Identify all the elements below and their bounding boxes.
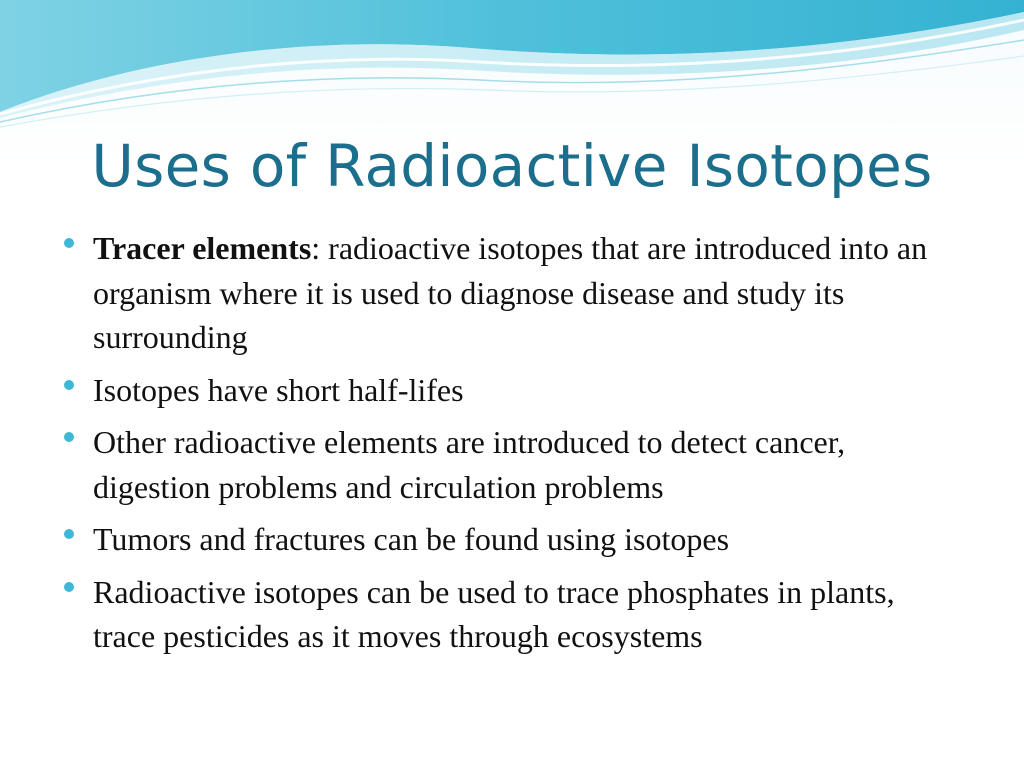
bullet-text: Radioactive isotopes can be used to trace phosphates in plants, trace pesticides as it moves through ecosystems: [93, 573, 895, 654]
bullet-text: Tumors and fractures can be found using isotopes: [93, 521, 730, 557]
bullet-dot-icon: [64, 432, 74, 442]
bullet-item: [62, 420, 962, 509]
header-wave-decoration: [0, 0, 1024, 130]
bullet-dot-icon: [64, 529, 74, 539]
bullet-text: Other radioactive elements are introduced to detect cancer, digestion problems and circulation problems: [93, 424, 846, 505]
bullet-item: [62, 517, 962, 562]
bullet-text: Isotopes have short half-lifes: [93, 371, 464, 408]
slide-title: Uses of Radioactive Isotopes: [91, 132, 933, 200]
bullet-dot-icon: [64, 238, 74, 248]
bullet-list: [62, 226, 962, 667]
bullet-dot-icon: [64, 380, 74, 390]
bullet-item: [62, 570, 962, 659]
bullet-term: Tracer elements: [93, 230, 312, 266]
bullet-dot-icon: [64, 582, 74, 592]
bullet-item: [62, 226, 962, 360]
bullet-item: [62, 368, 962, 413]
bullet-text: : radioactive isotopes that are introduced into an organism where it is used to diagnose disease and study its surrounding: [93, 230, 928, 355]
